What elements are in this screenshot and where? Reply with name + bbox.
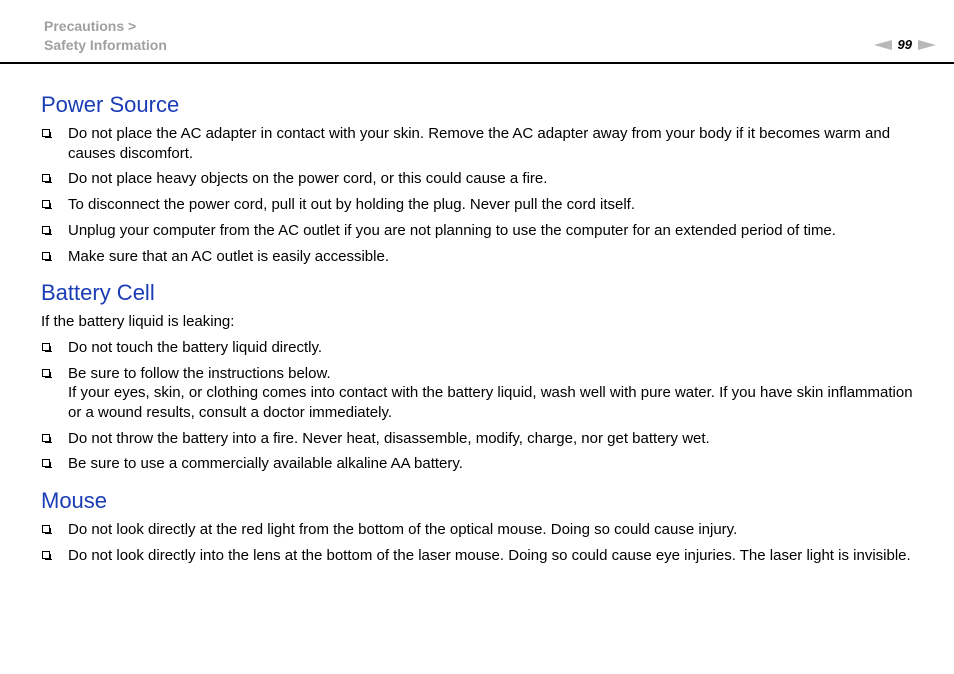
list-item: Do not touch the battery liquid directly. [41,338,921,358]
checkbox-bullet-icon [42,369,50,377]
list-item: Unplug your computer from the AC outlet if you are not planning to use the computer for an extended period of time. [41,221,921,241]
list-item: Do not look directly into the lens at the bottom of the laser mouse. Doing so could cause eye injuries. The laser light is invisible. [41,546,921,566]
list-item: Do not place heavy objects on the power cord, or this could cause a fire. [41,169,921,189]
checkbox-bullet-icon [42,525,50,533]
checkbox-bullet-icon [42,129,50,137]
list-item: Do not look directly at the red light from the bottom of the optical mouse. Doing so could cause injury. [41,520,921,540]
page-number: 99 [897,37,912,52]
checkbox-bullet-icon [42,434,50,442]
list-item: Make sure that an AC outlet is easily accessible. [41,247,921,267]
list-item: Be sure to follow the instructions below. If your eyes, skin, or clothing comes into contact with the battery liquid, wash well with pure water. If you have skin inflammation or a wound results, consult a doctor immediately. [41,364,921,423]
previous-page-arrow-icon[interactable] [874,40,892,50]
section-title-power-source: Power Source [41,92,180,117]
checkbox-bullet-icon [42,200,50,208]
checkbox-bullet-icon [42,174,50,182]
next-page-arrow-icon[interactable] [918,40,936,50]
checkbox-bullet-icon [42,343,50,351]
checkbox-bullet-icon [42,252,50,260]
checkbox-bullet-icon [42,551,50,559]
header-divider [0,62,954,64]
section-title-battery-cell: Battery Cell [41,280,155,306]
list-item: Be sure to use a commercially available alkaline AA battery. [41,454,921,474]
breadcrumb-parent[interactable]: Precautions > [44,18,137,34]
mouse-list [41,520,921,565]
power-source-list [41,124,921,266]
breadcrumb [44,17,167,55]
checkbox-bullet-icon [42,226,50,234]
list-item: Do not throw the battery into a fire. Never heat, disassemble, modify, charge, nor get battery wet. [41,429,921,449]
list-item: To disconnect the power cord, pull it out by holding the plug. Never pull the cord itself. [41,195,921,215]
section-title-mouse: Mouse [41,487,108,513]
document-body [41,92,921,577]
battery-intro: If the battery liquid is leaking: [41,313,235,331]
list-item: Do not place the AC adapter in contact with your skin. Remove the AC adapter away from your body if it becomes warm and causes discomfort. [41,124,921,163]
page-navigator [874,37,936,52]
breadcrumb-current: Safety Information [44,37,167,53]
checkbox-bullet-icon [42,459,50,467]
battery-cell-list [41,338,921,474]
battery-instruction-detail: If your eyes, skin, or clothing comes into contact with the battery liquid, wash well with pure water. If you have skin inflammation or a wound results, consult a doctor immediately. [68,384,913,421]
